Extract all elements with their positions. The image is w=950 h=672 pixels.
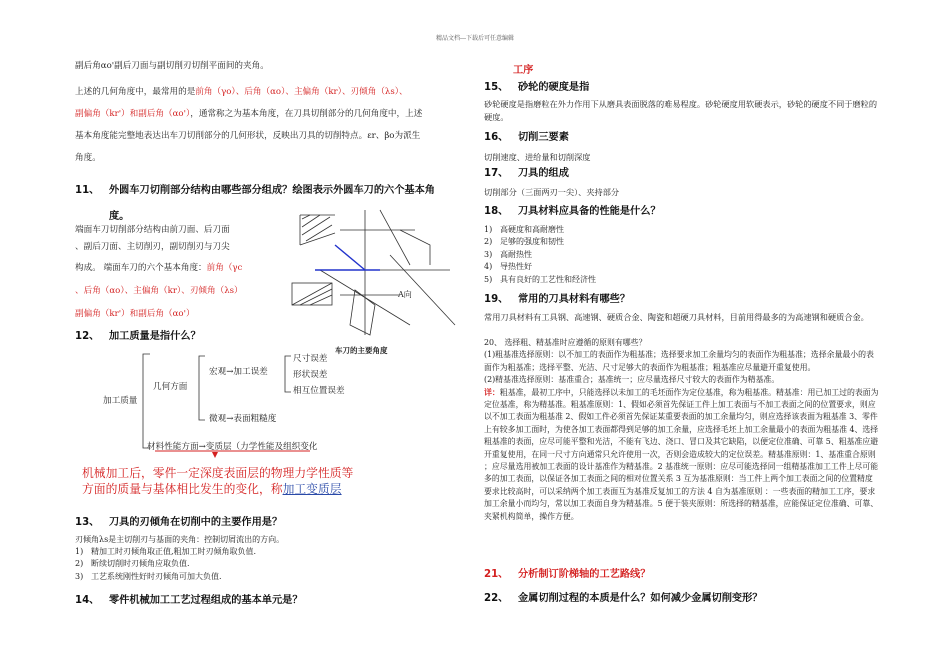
- q19-title: 19、 常用的刀具材料有哪些？: [484, 294, 631, 305]
- q11-title-2: 度。: [109, 211, 130, 222]
- q13-intro: 刃倾角λs是主切削刃与基面的夹角：控制切屑流出的方向。: [75, 535, 285, 544]
- q20-detail: 详：粗基准，最初工序中，只能选择以未加工的毛坯面作为定位基准，称为粗基准。精基准：用已加工过的表面为定位基准，称为精基准。粗基准原则：1、假如必须首先保证工件上加工表面与不加工表面之间的位置要求，则应以不加工表面为粗基准 2、假如工件必须首先保证某重要表面的加工余量均匀，则应选择该表面为粗基准 3、零件上有较多加工面时，为使各加工表面都得到足够的加工余量，应选择毛坯上加工余量最小的表面为粗基准 4、选择粗基准的表面，应尽可能平整和光洁，不能有飞边、浇口、冒口及其它缺陷，以便定位准确、可靠 5、粗基准应避开重复使用，在同一尺寸方向通常只允许使用一次，否则会造成较大的定位误差。精基准原则：1、基准重合原则 ；应尽量选用被加工表面的设计基准作为精基准。2 基准统一原则：应尽可能选择同一组精基准加工工件上尽可能多的加工表面，以保证各加工表面之间的相对位置关系 3 互为基准原则：当工件上两个加工表面之间的位置精度要求比较高时，可以采纳两个加工表面互为基准反复加工的方法 4 自为基准原则 ：一些表面的精加工工序，要求加工余量小而均匀，常以加工表面自身为精基准。5 便于装夹原则：所选择的精基准，应能保证定位准确、可靠、夹紧机构简单，操作方便。: [484, 387, 879, 521]
- quality-diagram: [95, 348, 425, 463]
- q22-title: 22、 金属切削过程的本质是什么？如何减少金属切削变形？: [484, 593, 763, 604]
- q20-question: 20、 选择粗、精基准时应遵循的原则有哪些？: [484, 338, 647, 347]
- q20-rough-rule: (1)粗基准选择原则：以不加工的表面作为粗基准；选择要求加工余量均匀的表面作为粗基准；选择余量最小的表面作为粗基准；选择平整、光洁、尺寸足够大的表面作为粗基准；粗基准应尽量避开重复使用。: [484, 350, 874, 372]
- quality-size-error: 尺寸误差: [293, 354, 328, 364]
- q13-list: [75, 546, 460, 583]
- list-item: 3) 工艺系统刚性好时刃倾角可加大负值.: [75, 571, 222, 581]
- q11-answer: 端面车刀切削部分结构由前刀面、后刀面 、副后刀面、主切削刃，副切削刃与刀尖 构成。 端面车刀的六个基本角度：前角（γc 、后角（αo）、主偏角（kr）、刃倾角（λs） 副偏角（kr'）和副后角（αo'）: [75, 225, 243, 319]
- q16-answer: 切削速度、进给量和切削深度: [484, 152, 591, 162]
- q15-answer: 砂轮硬度是指磨粒在外力作用下从磨具表面脱落的难易程度。砂轮硬度用软硬表示，砂轮的硬度不同于磨粒的硬度。: [484, 99, 878, 122]
- q18-title: 18、 刀具材料应具备的性能是什么？: [484, 206, 661, 217]
- q14-title: 14、 零件机械加工工艺过程组成的基本单元是？: [75, 595, 303, 606]
- list-item: 5) 具有良好的工艺性和经济性: [484, 274, 596, 284]
- q12-title: 12、 加工质量是指什么？: [75, 331, 201, 342]
- processed-layer-link[interactable]: 加工变质层: [282, 482, 342, 496]
- quality-position-error: 相互位置误差: [293, 386, 345, 396]
- quality-shape-error: 形状误差: [293, 370, 328, 380]
- quality-geometry: 几何方面: [153, 382, 188, 392]
- quality-micro: 微观→表面粗糙度: [209, 414, 277, 424]
- q16-title: 16、 切削三要素: [484, 132, 569, 143]
- list-item: 1) 精加工时刃倾角取正值,粗加工时刃倾角取负值.: [75, 547, 257, 556]
- q15-title: 15、 砂轮的硬度是指: [484, 82, 590, 93]
- left-column: [75, 55, 460, 169]
- q12-note: 机械加工后，零件一定深度表面层的物理力学性质等 方面的质量与基体相比发生的变化，称加工变质层: [82, 466, 354, 496]
- q13-answer: [75, 534, 460, 583]
- list-item: 3) 高耐热性: [484, 249, 532, 259]
- q20-fine-rule: (2)精基准选择原则：基准重合；基准统一；应尽量选择尺寸较大的表面作为精基准。: [484, 375, 780, 385]
- intro-line-1: 副后角αo'副后刀面与副切削刃切削平面间的夹角。: [75, 61, 269, 71]
- quality-root: 加工质量: [103, 396, 138, 406]
- quality-macro: 宏观→加工误差: [209, 367, 268, 377]
- intro-line-5: 角度。: [75, 153, 101, 163]
- figure-view-label: A向: [398, 290, 412, 299]
- q14-answer: 工序: [513, 65, 534, 76]
- q19-answer: 常用刀具材料有工具钢、高速钢、硬质合金、陶瓷和超硬刀具材料，目前用得最多的为高速钢和硬质合金。: [484, 312, 869, 322]
- quality-material: 材料性能方面→变质层（力学性能及组织变化: [147, 442, 318, 452]
- figure-caption: 车刀的主要角度: [335, 346, 388, 355]
- intro-line-4: 基本角度能完整地表达出车刀切削部分的几何形状，反映出刀具的切削特点。εr、βo为派生: [75, 131, 421, 141]
- q17-answer: 切削部分（三面两刃一尖）、夹持部分: [484, 187, 620, 197]
- turning-tool-angle-figure: [280, 205, 460, 355]
- intro-line-3: 副偏角（kr'）和副后角（αo'），通常称之为基本角度，在刀具切削部分的几何角度中，上述: [75, 109, 423, 119]
- q11-title-1: 11、 外圆车刀切削部分结构由哪些部分组成？绘图表示外圆车刀的六个基本角: [75, 185, 435, 196]
- list-item: 2) 断续切削时刃倾角应取负值.: [75, 559, 190, 569]
- q13-title: 13、 刀具的刃倾角在切削中的主要作用是？: [75, 517, 283, 528]
- intro-line-2: 上述的几何角度中，最常用的是前角（γo）、后角（αo）、主偏角（kr）、刃倾角（λs）、: [75, 87, 408, 97]
- q21-title: 21、 分析制订阶梯轴的工艺路线？: [484, 569, 651, 580]
- q17-title: 17、 刀具的组成: [484, 168, 569, 179]
- q18-list: [484, 224, 596, 286]
- list-item: 2) 足够的强度和韧性: [484, 237, 564, 247]
- list-item: 1) 高硬度和高耐磨性: [484, 225, 564, 234]
- q20-block: [484, 337, 879, 523]
- list-item: 4) 导热性好: [484, 262, 532, 272]
- page-header: 精品文档---下载后可任意编辑: [435, 35, 515, 42]
